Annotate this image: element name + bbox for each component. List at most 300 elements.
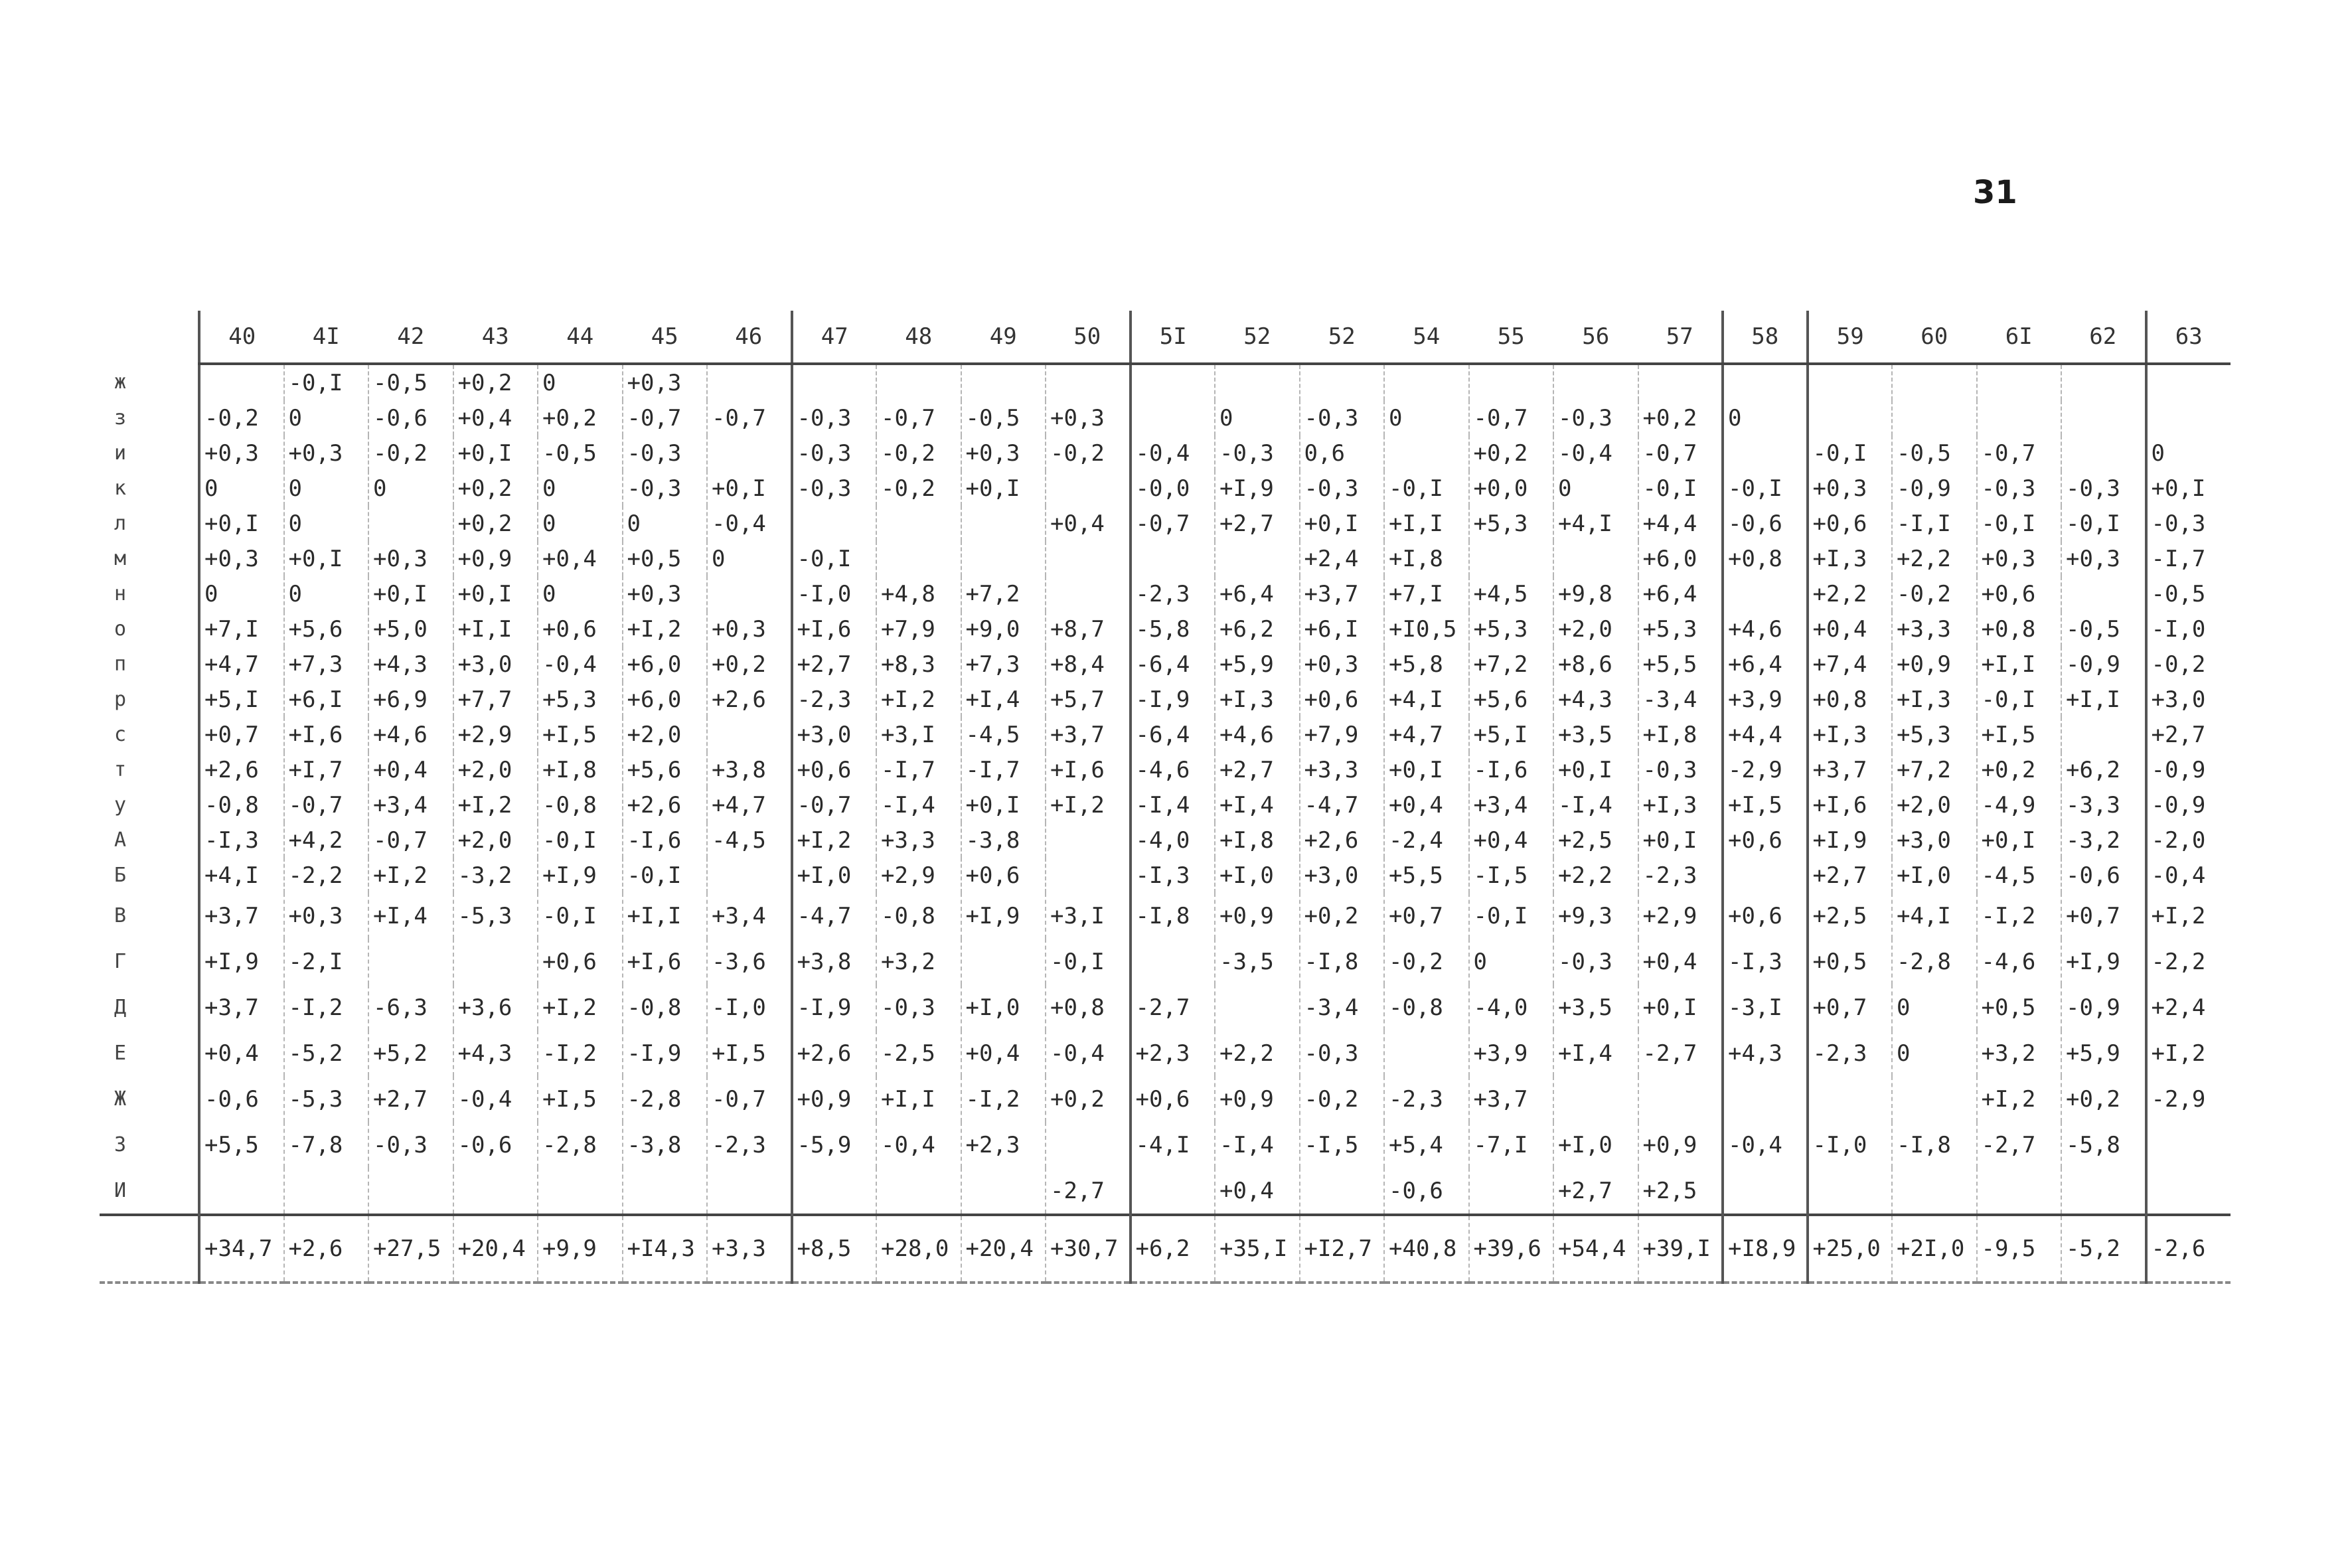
table-cell xyxy=(1046,541,1131,576)
table-row xyxy=(100,1076,2231,1122)
table-cell: +7,I xyxy=(1384,576,1469,611)
row-label: А xyxy=(114,828,127,852)
table-cell: -0,3 xyxy=(623,435,708,471)
table-cell: +0,I xyxy=(1300,506,1385,541)
table-cell xyxy=(1046,858,1131,893)
table-cell: -I,5 xyxy=(1469,858,1554,893)
table-cell: -I,2 xyxy=(1977,893,2062,939)
table-cell: -0,I xyxy=(623,858,708,893)
table-cell: +5,3 xyxy=(1892,717,1977,752)
table-cell: -6,4 xyxy=(1131,717,1215,752)
table-cell xyxy=(2146,400,2231,435)
table-cell xyxy=(1131,1168,1215,1215)
table-cell: -I,4 xyxy=(1553,787,1638,823)
table-cell: +4,4 xyxy=(1638,506,1723,541)
table-row xyxy=(100,752,2231,787)
table-cell: -0,I xyxy=(1723,471,1808,506)
table-cell: +0,2 xyxy=(1046,1076,1131,1122)
table-cell: +2,6 xyxy=(792,1030,877,1076)
table-cell: -I,9 xyxy=(792,984,877,1030)
row-label: В xyxy=(114,904,127,927)
table-cell: -0,7 xyxy=(1469,400,1554,435)
table-cell: -4,6 xyxy=(1131,752,1215,787)
table-cell: -I,0 xyxy=(792,576,877,611)
table-cell xyxy=(707,717,792,752)
table-cell: 0 xyxy=(1384,400,1469,435)
total-cell: +6,2 xyxy=(1131,1215,1215,1283)
table-cell: -0,2 xyxy=(1892,576,1977,611)
table-cell: +3,I xyxy=(876,717,961,752)
table-cell: -5,3 xyxy=(453,893,538,939)
table-cell: -0,3 xyxy=(1553,400,1638,435)
table-row xyxy=(100,1030,2231,1076)
table-cell: -4,5 xyxy=(961,717,1046,752)
table-cell: +0,3 xyxy=(1300,647,1385,682)
table-cell: +I,3 xyxy=(1638,787,1723,823)
total-cell: +8,5 xyxy=(792,1215,877,1283)
table-cell: +2,2 xyxy=(1808,576,1893,611)
column-header: 49 xyxy=(961,311,1046,364)
table-cell: +3,8 xyxy=(792,939,877,984)
column-header: 43 xyxy=(453,311,538,364)
table-cell: +3,9 xyxy=(1469,1030,1554,1076)
table-cell: -4,5 xyxy=(707,823,792,858)
totals-row xyxy=(100,1215,2231,1283)
table-cell: -0,4 xyxy=(1131,435,1215,471)
table-cell: +I,2 xyxy=(1977,1076,2062,1122)
table-cell xyxy=(876,1168,961,1215)
table-cell: -2,I xyxy=(284,939,369,984)
table-cell xyxy=(368,1168,453,1215)
table-row xyxy=(100,647,2231,682)
table-cell xyxy=(1892,364,1977,400)
table-cell: +0,9 xyxy=(1215,893,1300,939)
table-cell: -0,2 xyxy=(876,435,961,471)
table-cell: +4,3 xyxy=(1553,682,1638,717)
table-cell: +0,0 xyxy=(1469,471,1554,506)
table-cell: -2,3 xyxy=(1808,1030,1893,1076)
table-cell: +5,5 xyxy=(1384,858,1469,893)
table-cell: +3,3 xyxy=(1300,752,1385,787)
table-cell: +I,6 xyxy=(623,939,708,984)
table-cell: +0,3 xyxy=(1046,400,1131,435)
table-cell: -4,7 xyxy=(1300,787,1385,823)
table-cell: -2,3 xyxy=(1638,858,1723,893)
table-cell: +2,2 xyxy=(1553,858,1638,893)
table-cell: +0,3 xyxy=(961,435,1046,471)
table-cell: +I,I xyxy=(453,611,538,647)
table-cell: 0 xyxy=(1892,1030,1977,1076)
table-cell: +0,2 xyxy=(1300,893,1385,939)
table-cell: +0,3 xyxy=(284,435,369,471)
table-row xyxy=(100,400,2231,435)
table-cell xyxy=(707,576,792,611)
table-cell: -I,9 xyxy=(1131,682,1215,717)
table-cell xyxy=(1977,364,2062,400)
table-cell: +7,3 xyxy=(284,647,369,682)
table-cell: +2,2 xyxy=(1215,1030,1300,1076)
table-cell: 0 xyxy=(284,506,369,541)
table-cell: -I,4 xyxy=(1131,787,1215,823)
table-cell: -I,0 xyxy=(1808,1122,1893,1168)
table-cell: -3,8 xyxy=(961,823,1046,858)
table-cell xyxy=(1808,400,1893,435)
table-cell: +0,I xyxy=(1638,823,1723,858)
table-cell xyxy=(1723,435,1808,471)
table-cell: -0,3 xyxy=(2061,471,2146,506)
table-cell: +4,7 xyxy=(199,647,284,682)
table-cell: +I,2 xyxy=(453,787,538,823)
table-cell: +2,7 xyxy=(1808,858,1893,893)
column-header: 4I xyxy=(284,311,369,364)
table-cell: -0,6 xyxy=(1723,506,1808,541)
table-cell: +3,0 xyxy=(453,647,538,682)
table-cell: -I,4 xyxy=(1215,1122,1300,1168)
table-cell: -0,6 xyxy=(453,1122,538,1168)
table-cell: 0 xyxy=(284,471,369,506)
table-cell: -0,7 xyxy=(876,400,961,435)
table-cell: +2,5 xyxy=(1638,1168,1723,1215)
table-cell: +I,5 xyxy=(538,717,623,752)
table-cell: 0 xyxy=(1892,984,1977,1030)
table-cell: +0,6 xyxy=(961,858,1046,893)
table-cell: +5,5 xyxy=(199,1122,284,1168)
table-cell: +5,6 xyxy=(623,752,708,787)
table-cell: -2,0 xyxy=(2146,823,2231,858)
table-cell: -0,2 xyxy=(1046,435,1131,471)
table-cell: -0,5 xyxy=(961,400,1046,435)
table-cell: +I,8 xyxy=(1384,541,1469,576)
table-row xyxy=(100,717,2231,752)
table-cell xyxy=(707,858,792,893)
total-cell: +54,4 xyxy=(1553,1215,1638,1283)
table-cell: +I,2 xyxy=(1046,787,1131,823)
table-cell: +I,0 xyxy=(1892,858,1977,893)
table-cell xyxy=(792,506,877,541)
table-cell: -I,3 xyxy=(1131,858,1215,893)
table-cell: -0,5 xyxy=(368,364,453,400)
table-cell: +I,2 xyxy=(792,823,877,858)
table-cell: +5,6 xyxy=(284,611,369,647)
table-cell: +0,3 xyxy=(199,435,284,471)
table-cell: +3,7 xyxy=(1808,752,1893,787)
table-cell: -0,7 xyxy=(623,400,708,435)
table-cell: -2,3 xyxy=(792,682,877,717)
table-cell: 0 xyxy=(623,506,708,541)
table-cell xyxy=(1300,364,1385,400)
table-cell: +3,7 xyxy=(1469,1076,1554,1122)
table-cell xyxy=(1723,858,1808,893)
table-cell: +I,4 xyxy=(961,682,1046,717)
table-cell: -I,7 xyxy=(2146,541,2231,576)
table-cell: +0,4 xyxy=(1046,506,1131,541)
table-cell xyxy=(876,541,961,576)
table-cell: -0,I xyxy=(1808,435,1893,471)
table-cell xyxy=(1638,1076,1723,1122)
column-header: 52 xyxy=(1215,311,1300,364)
row-label: т xyxy=(114,758,127,781)
table-cell: -0,9 xyxy=(2146,787,2231,823)
table-cell: +6,0 xyxy=(1638,541,1723,576)
table-cell: +0,4 xyxy=(1638,939,1723,984)
table-cell: +I0,5 xyxy=(1384,611,1469,647)
table-cell: +2,6 xyxy=(199,752,284,787)
column-header: 63 xyxy=(2146,311,2231,364)
table-cell: -5,8 xyxy=(2061,1122,2146,1168)
table-cell xyxy=(1892,1168,1977,1215)
table-cell: +0,I xyxy=(1638,984,1723,1030)
table-cell: -5,2 xyxy=(284,1030,369,1076)
table-cell: 0 xyxy=(1553,471,1638,506)
column-header: 48 xyxy=(876,311,961,364)
table-cell xyxy=(1638,364,1723,400)
table-cell: +I,9 xyxy=(538,858,623,893)
table-cell: +I,0 xyxy=(1215,858,1300,893)
table-cell: +0,4 xyxy=(538,541,623,576)
table-cell: +6,2 xyxy=(2061,752,2146,787)
table-cell: -3,4 xyxy=(1300,984,1385,1030)
table-cell: +2,3 xyxy=(1131,1030,1215,1076)
table-cell: -I,2 xyxy=(961,1076,1046,1122)
row-label: л xyxy=(114,512,127,535)
table-cell: +3,0 xyxy=(792,717,877,752)
table-cell xyxy=(1131,541,1215,576)
table-row xyxy=(100,682,2231,717)
table-cell: +5,3 xyxy=(1469,611,1554,647)
table-cell: +2,3 xyxy=(961,1122,1046,1168)
column-header: 42 xyxy=(368,311,453,364)
table-cell: -0,I xyxy=(2061,506,2146,541)
table-cell: +3,I xyxy=(1046,893,1131,939)
table-cell: +I,0 xyxy=(961,984,1046,1030)
table-cell: +2,7 xyxy=(2146,717,2231,752)
column-header: 40 xyxy=(199,311,284,364)
column-header: 47 xyxy=(792,311,877,364)
table-cell: +I,9 xyxy=(1215,471,1300,506)
total-cell: +I4,3 xyxy=(623,1215,708,1283)
table-cell: +0,I xyxy=(199,506,284,541)
table-cell: +0,I xyxy=(961,471,1046,506)
table-cell xyxy=(2061,400,2146,435)
table-cell xyxy=(1215,984,1300,1030)
table-cell: +0,6 xyxy=(1977,576,2062,611)
table-cell: +5,I xyxy=(1469,717,1554,752)
row-label: м xyxy=(114,547,127,570)
table-cell: +2,9 xyxy=(1638,893,1723,939)
table-cell: -5,8 xyxy=(1131,611,1215,647)
table-cell: +3,7 xyxy=(199,984,284,1030)
table-cell: -0,I xyxy=(538,823,623,858)
table-cell: -0,9 xyxy=(2146,752,2231,787)
table-cell: -I,2 xyxy=(284,984,369,1030)
table-cell xyxy=(707,1168,792,1215)
table-cell: -0,2 xyxy=(368,435,453,471)
table-cell: +0,6 xyxy=(1131,1076,1215,1122)
table-cell: -0,4 xyxy=(707,506,792,541)
table-cell: +0,6 xyxy=(538,611,623,647)
table-row xyxy=(100,506,2231,541)
table-cell: +6,4 xyxy=(1723,647,1808,682)
total-cell: +20,4 xyxy=(961,1215,1046,1283)
table-cell: +I,9 xyxy=(1808,823,1893,858)
table-cell xyxy=(368,939,453,984)
table-cell: 0 xyxy=(284,400,369,435)
table-cell xyxy=(1215,541,1300,576)
table-cell: +0,8 xyxy=(1977,611,2062,647)
table-cell: +I,7 xyxy=(284,752,369,787)
table-cell xyxy=(1131,939,1215,984)
table-cell: -0,6 xyxy=(1384,1168,1469,1215)
row-label: о xyxy=(114,617,127,641)
table-cell: +3,5 xyxy=(1553,984,1638,1030)
table-cell: +4,7 xyxy=(707,787,792,823)
table-cell: +0,8 xyxy=(1046,984,1131,1030)
table-cell: +0,9 xyxy=(453,541,538,576)
column-header: 56 xyxy=(1553,311,1638,364)
row-label-header xyxy=(100,311,199,364)
table-cell: +4,8 xyxy=(876,576,961,611)
table-cell: +0,2 xyxy=(2061,1076,2146,1122)
table-cell: +9,8 xyxy=(1553,576,1638,611)
table-cell: +0,2 xyxy=(1638,400,1723,435)
total-cell: +3,3 xyxy=(707,1215,792,1283)
table-row xyxy=(100,364,2231,400)
table-cell: +0,7 xyxy=(1808,984,1893,1030)
table-cell: +5,6 xyxy=(1469,682,1554,717)
table-cell: -2,7 xyxy=(1638,1030,1723,1076)
table-row xyxy=(100,939,2231,984)
column-header: 54 xyxy=(1384,311,1469,364)
table-cell: -0,I xyxy=(1977,682,2062,717)
table-cell: -I,I xyxy=(1892,506,1977,541)
row-label: Ж xyxy=(114,1087,127,1111)
table-cell: +0,4 xyxy=(1808,611,1893,647)
table-cell: 0 xyxy=(1469,939,1554,984)
table-cell: -2,9 xyxy=(2146,1076,2231,1122)
table-cell: -I,7 xyxy=(961,752,1046,787)
table-cell: -4,0 xyxy=(1131,823,1215,858)
table-cell: +0,4 xyxy=(368,752,453,787)
table-cell: +3,4 xyxy=(368,787,453,823)
table-cell: +8,4 xyxy=(1046,647,1131,682)
row-label: с xyxy=(114,723,127,746)
table-cell: -0,9 xyxy=(2061,647,2146,682)
total-cell: +2,6 xyxy=(284,1215,369,1283)
table-cell xyxy=(1892,400,1977,435)
table-cell: 0 xyxy=(1215,400,1300,435)
row-label: р xyxy=(114,688,127,711)
table-row xyxy=(100,576,2231,611)
table-cell: -I,0 xyxy=(2146,611,2231,647)
column-header: 60 xyxy=(1892,311,1977,364)
table-cell: +I,6 xyxy=(1808,787,1893,823)
table-cell: -0,6 xyxy=(368,400,453,435)
table-cell: +I,8 xyxy=(1215,823,1300,858)
table-cell: +0,I xyxy=(961,787,1046,823)
table-cell xyxy=(2061,364,2146,400)
table-cell: +0,8 xyxy=(1723,541,1808,576)
table-cell: -0,2 xyxy=(199,400,284,435)
table-cell: -0,3 xyxy=(2146,506,2231,541)
table-cell: +6,I xyxy=(284,682,369,717)
table-cell: +0,3 xyxy=(368,541,453,576)
table-cell: +3,8 xyxy=(707,752,792,787)
table-cell: -2,8 xyxy=(1892,939,1977,984)
table-cell: +8,6 xyxy=(1553,647,1638,682)
table-cell: +0,I xyxy=(1384,752,1469,787)
table-cell: +5,7 xyxy=(1046,682,1131,717)
table-cell: -0,I xyxy=(538,893,623,939)
table-cell: +6,0 xyxy=(623,647,708,682)
table-cell: +0,6 xyxy=(538,939,623,984)
table-cell xyxy=(2146,1168,2231,1215)
table-cell: +I,2 xyxy=(623,611,708,647)
table-cell: +0,I xyxy=(2146,471,2231,506)
table-cell: +5,0 xyxy=(368,611,453,647)
table-cell: -0,8 xyxy=(538,787,623,823)
table-cell: +I,0 xyxy=(1553,1122,1638,1168)
table-cell: +7,9 xyxy=(1300,717,1385,752)
table-cell xyxy=(707,364,792,400)
table-cell: +7,2 xyxy=(1469,647,1554,682)
table-cell: -0,7 xyxy=(1638,435,1723,471)
table-cell xyxy=(453,939,538,984)
table-cell: +2,6 xyxy=(1300,823,1385,858)
table-cell: +0,7 xyxy=(1384,893,1469,939)
table-cell: -0,I xyxy=(1977,506,2062,541)
table-cell: -0,8 xyxy=(876,893,961,939)
table-cell: -7,8 xyxy=(284,1122,369,1168)
table-cell: +0,5 xyxy=(1808,939,1893,984)
table-cell: 0 xyxy=(538,364,623,400)
table-cell xyxy=(199,1168,284,1215)
table-cell: -2,3 xyxy=(707,1122,792,1168)
table-cell: -3,2 xyxy=(2061,823,2146,858)
column-header: 55 xyxy=(1469,311,1554,364)
column-header: 59 xyxy=(1808,311,1893,364)
table-cell: +3,0 xyxy=(1300,858,1385,893)
table-cell: -0,6 xyxy=(199,1076,284,1122)
header-row xyxy=(100,311,2231,364)
row-label: п xyxy=(114,653,127,676)
table-cell: -4,0 xyxy=(1469,984,1554,1030)
table-cell: -0,9 xyxy=(1892,471,1977,506)
table-row xyxy=(100,435,2231,471)
table-cell: +5,3 xyxy=(1638,611,1723,647)
table-cell: +I,2 xyxy=(2146,1030,2231,1076)
table-cell: -0,5 xyxy=(2146,576,2231,611)
table-cell: +0,2 xyxy=(1469,435,1554,471)
table-cell: -0,I xyxy=(1469,893,1554,939)
table-cell: -I,6 xyxy=(623,823,708,858)
table-cell: +I,3 xyxy=(1892,682,1977,717)
table-cell: -0,I xyxy=(1638,471,1723,506)
table-cell: +3,3 xyxy=(1892,611,1977,647)
total-cell: +39,6 xyxy=(1469,1215,1554,1283)
table-cell xyxy=(1723,1168,1808,1215)
table-cell: -0,3 xyxy=(1977,471,2062,506)
total-cell: +I2,7 xyxy=(1300,1215,1385,1283)
table-cell: +I,3 xyxy=(1808,717,1893,752)
table-cell: -2,5 xyxy=(876,1030,961,1076)
table-cell xyxy=(1977,400,2062,435)
table-cell xyxy=(1046,364,1131,400)
table-cell: -0,I xyxy=(284,364,369,400)
table-cell xyxy=(1977,1168,2062,1215)
table-cell: 0 xyxy=(707,541,792,576)
table-cell xyxy=(961,506,1046,541)
table-cell: -4,7 xyxy=(792,893,877,939)
